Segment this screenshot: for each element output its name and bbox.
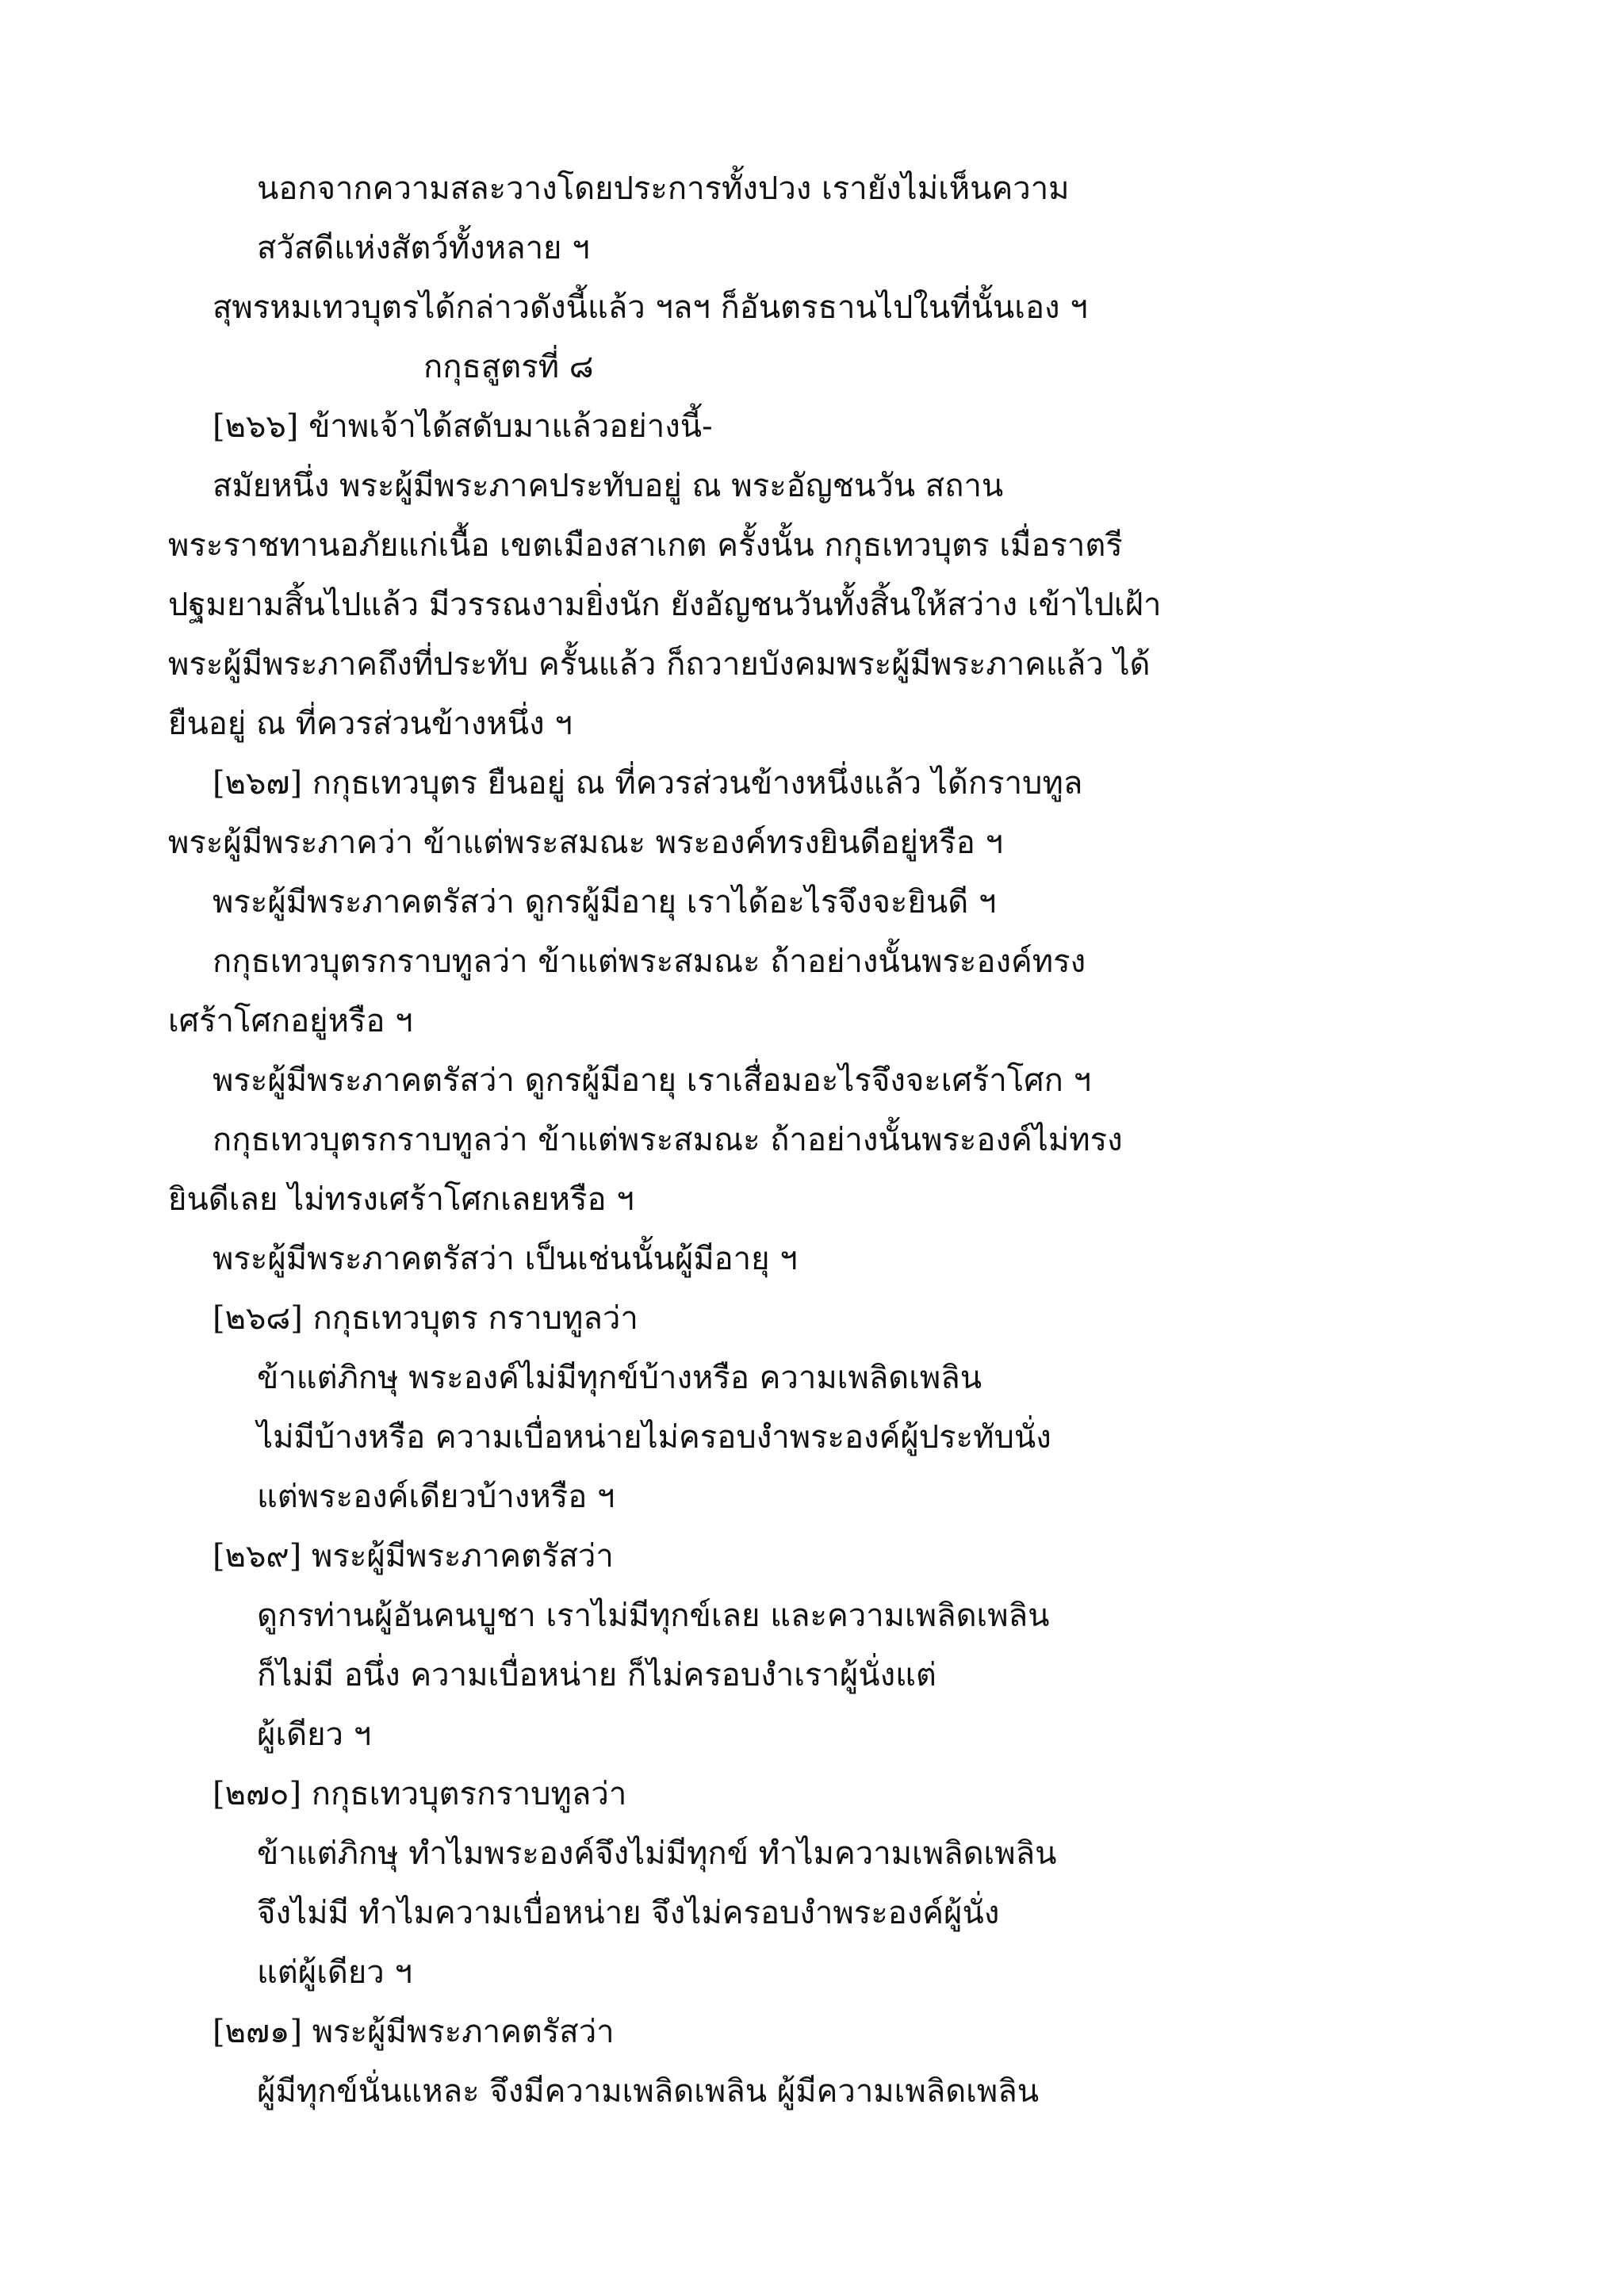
verse-line: ก็ไม่มี อนึ่ง ความเบื่อหน่าย ก็ไม่ครอบงำเราผู้นั่งแต่ [257, 1657, 936, 1693]
text-line: สุพรหมเทวบุตรได้กล่าวดังนี้แล้ว ฯลฯ ก็อันตรธานไปในที่นั้นเอง ฯ [213, 289, 1088, 326]
verse-line: ดูกรท่านผู้อันคนบูชา เราไม่มีทุกข์เลย และความเพลิดเพลิน [257, 1598, 1050, 1634]
text-line: พระผู้มีพระภาคว่า ข้าแต่พระสมณะ พระองค์ทรงยินดีอยู่หรือ ฯ [168, 825, 1003, 861]
text-line: พระผู้มีพระภาคตรัสว่า เป็นเช่นนั้นผู้มีอายุ ฯ [213, 1241, 798, 1277]
text-line: พระผู้มีพระภาคถึงที่ประทับ ครั้นแล้ว ก็ถวายบังคมพระผู้มีพระภาคแล้ว ได้ [168, 646, 1151, 683]
text-line: ปฐมยามสิ้นไปแล้ว มีวรรณงามยิ่งนัก ยังอัญชนวันทั้งสิ้นให้สว่าง เข้าไปเฝ้า [168, 587, 1162, 623]
verse-line: ข้าแต่ภิกษุ ทำไมพระองค์จึงไม่มีทุกข์ ทำไมความเพลิดเพลิน [257, 1835, 1057, 1872]
text-line: เศร้าโศกอยู่หรือ ฯ [168, 1003, 413, 1039]
text-line: [๒๗๐] กกุธเทวบุตรกราบทูลว่า [213, 1776, 627, 1812]
text-line: พระราชทานอภัยแก่เนื้อ เขตเมืองสาเกต ครั้งนั้น กกุธเทวบุตร เมื่อราตรี [168, 527, 1123, 564]
verse-line: ข้าแต่ภิกษุ พระองค์ไม่มีทุกข์บ้างหรือ ความเพลิดเพลิน [257, 1360, 982, 1396]
verse-line: ผู้มีทุกข์นั่นแหละ จึงมีความเพลิดเพลิน ผู้มีความเพลิดเพลิน [257, 2073, 1040, 2110]
text-line: กกุธเทวบุตรกราบทูลว่า ข้าแต่พระสมณะ ถ้าอย่างนั้นพระองค์ไม่ทรง [213, 1122, 1123, 1158]
text-line: พระผู้มีพระภาคตรัสว่า ดูกรผู้มีอายุ เราได้อะไรจึงจะยินดี ฯ [213, 884, 997, 920]
verse-line: แต่ผู้เดียว ฯ [257, 1954, 412, 1991]
text-line: [๒๗๑] พระผู้มีพระภาคตรัสว่า [213, 2014, 615, 2050]
verse-line: ผู้เดียว ฯ [257, 1716, 372, 1753]
text-line: พระผู้มีพระภาคตรัสว่า ดูกรผู้มีอายุ เราเสื่อมอะไรจึงจะเศร้าโศก ฯ [213, 1062, 1092, 1099]
text-line: [๒๖๙] พระผู้มีพระภาคตรัสว่า [213, 1538, 614, 1575]
text-line: ยืนอยู่ ณ ที่ควรส่วนข้างหนึ่ง ฯ [168, 706, 573, 742]
verse-line: ไม่มีบ้างหรือ ความเบื่อหน่ายไม่ครอบงำพระองค์ผู้ประทับนั่ง [257, 1419, 1051, 1456]
verse-line: แต่พระองค์เดียวบ้างหรือ ฯ [257, 1479, 615, 1515]
verse-line: จึงไม่มี ทำไมความเบื่อหน่าย จึงไม่ครอบงำพระองค์ผู้นั่ง [257, 1895, 1000, 1931]
section-heading: กกุธสูตรที่ ๘ [423, 349, 594, 385]
text-line: [๒๖๘] กกุธเทวบุตร กราบทูลว่า [213, 1300, 638, 1337]
text-line: ยินดีเลย ไม่ทรงเศร้าโศกเลยหรือ ฯ [168, 1181, 634, 1218]
text-line: นอกจากความสละวางโดยประการทั้งปวง เรายังไม่เห็นความ [257, 170, 1070, 207]
text-line: สมัยหนึ่ง พระผู้มีพระภาคประทับอยู่ ณ พระอัญชนวัน สถาน [213, 468, 1004, 504]
text-line: [๒๖๖] ข้าพเจ้าได้สดับมาแล้วอย่างนี้- [213, 408, 713, 445]
text-line: สวัสดีแห่งสัตว์ทั้งหลาย ฯ [257, 230, 590, 266]
text-line: [๒๖๗] กกุธเทวบุตร ยืนอยู่ ณ ที่ควรส่วนข้างหนึ่งแล้ว ได้กราบทูล [213, 765, 1083, 802]
text-line: กกุธเทวบุตรกราบทูลว่า ข้าแต่พระสมณะ ถ้าอย่างนั้นพระองค์ทรง [213, 943, 1086, 980]
